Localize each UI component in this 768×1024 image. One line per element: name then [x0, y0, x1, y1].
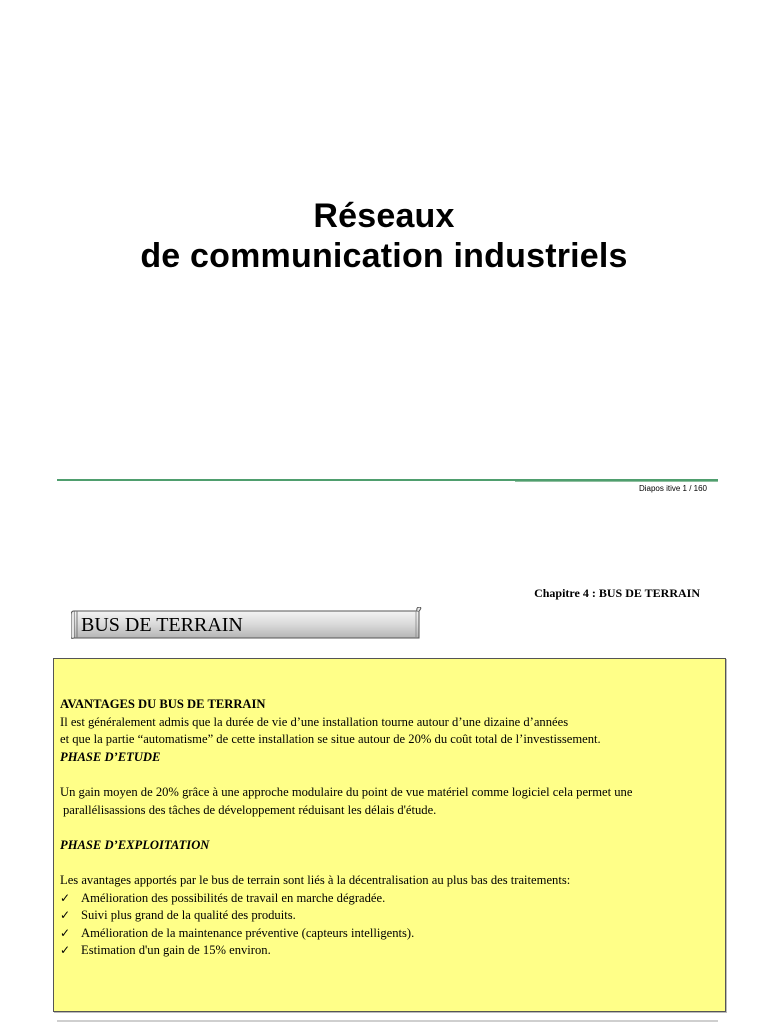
checkmark-icon: ✓	[60, 925, 71, 940]
list-item-text: Suivi plus grand de la qualité des produits.	[81, 908, 296, 923]
phase-etude-line-1: Un gain moyen de 20% grâce à une approche modulaire du point de vue matériel comme logiciel cela permet une	[60, 784, 633, 799]
phase-etude-line-2: parallélisassions des tâches de développement réduisant les délais d'étude.	[63, 802, 437, 817]
slide-title	[0, 196, 768, 276]
spacer	[60, 854, 632, 872]
content-box	[53, 658, 726, 1012]
list-item	[60, 942, 632, 960]
content-text	[60, 696, 632, 960]
list-item	[60, 890, 632, 908]
spacer	[60, 819, 632, 837]
phase-exploitation-intro: Les avantages apportés par le bus de terrain sont liés à la décentralisation au plus bas des traitements:	[60, 872, 571, 887]
checkmark-icon: ✓	[60, 890, 71, 905]
slide-title-line-2: de communication industriels	[140, 237, 628, 275]
list-item-text: Amélioration de la maintenance préventive (capteurs intelligents).	[81, 925, 415, 940]
spacer	[60, 766, 632, 784]
list-item-text: Estimation d'un gain de 15% environ.	[81, 943, 271, 958]
bottom-divider	[57, 1020, 718, 1022]
checkmark-icon: ✓	[60, 908, 71, 923]
scroll-banner-label: BUS DE TERRAIN	[81, 614, 243, 636]
checkmark-icon: ✓	[60, 943, 71, 958]
slide-counter: Diapos itive 1 / 160	[638, 484, 707, 493]
intro-line-1: Il est généralement admis que la durée de vie d’une installation tourne autour d’une dizaine d’années	[60, 714, 569, 729]
list-item	[60, 907, 632, 925]
list-item	[60, 925, 632, 943]
phase-etude-title: PHASE D’ETUDE	[60, 749, 161, 764]
slide-divider-accent	[515, 481, 718, 482]
slide-title-line-1: Réseaux	[313, 197, 455, 235]
phase-exploitation-title: PHASE D’EXPLOITATION	[60, 837, 210, 852]
list-item-text: Amélioration des possibilités de travail en marche dégradée.	[81, 890, 386, 905]
section-title: AVANTAGES DU BUS DE TERRAIN	[60, 697, 266, 711]
scroll-banner	[71, 607, 423, 640]
chapter-heading: Chapitre 4 : BUS DE TERRAIN	[534, 586, 700, 600]
intro-line-2: et que la partie “automatisme” de cette installation se situe autour de 20% du coût total de l’investissement.	[60, 732, 601, 747]
